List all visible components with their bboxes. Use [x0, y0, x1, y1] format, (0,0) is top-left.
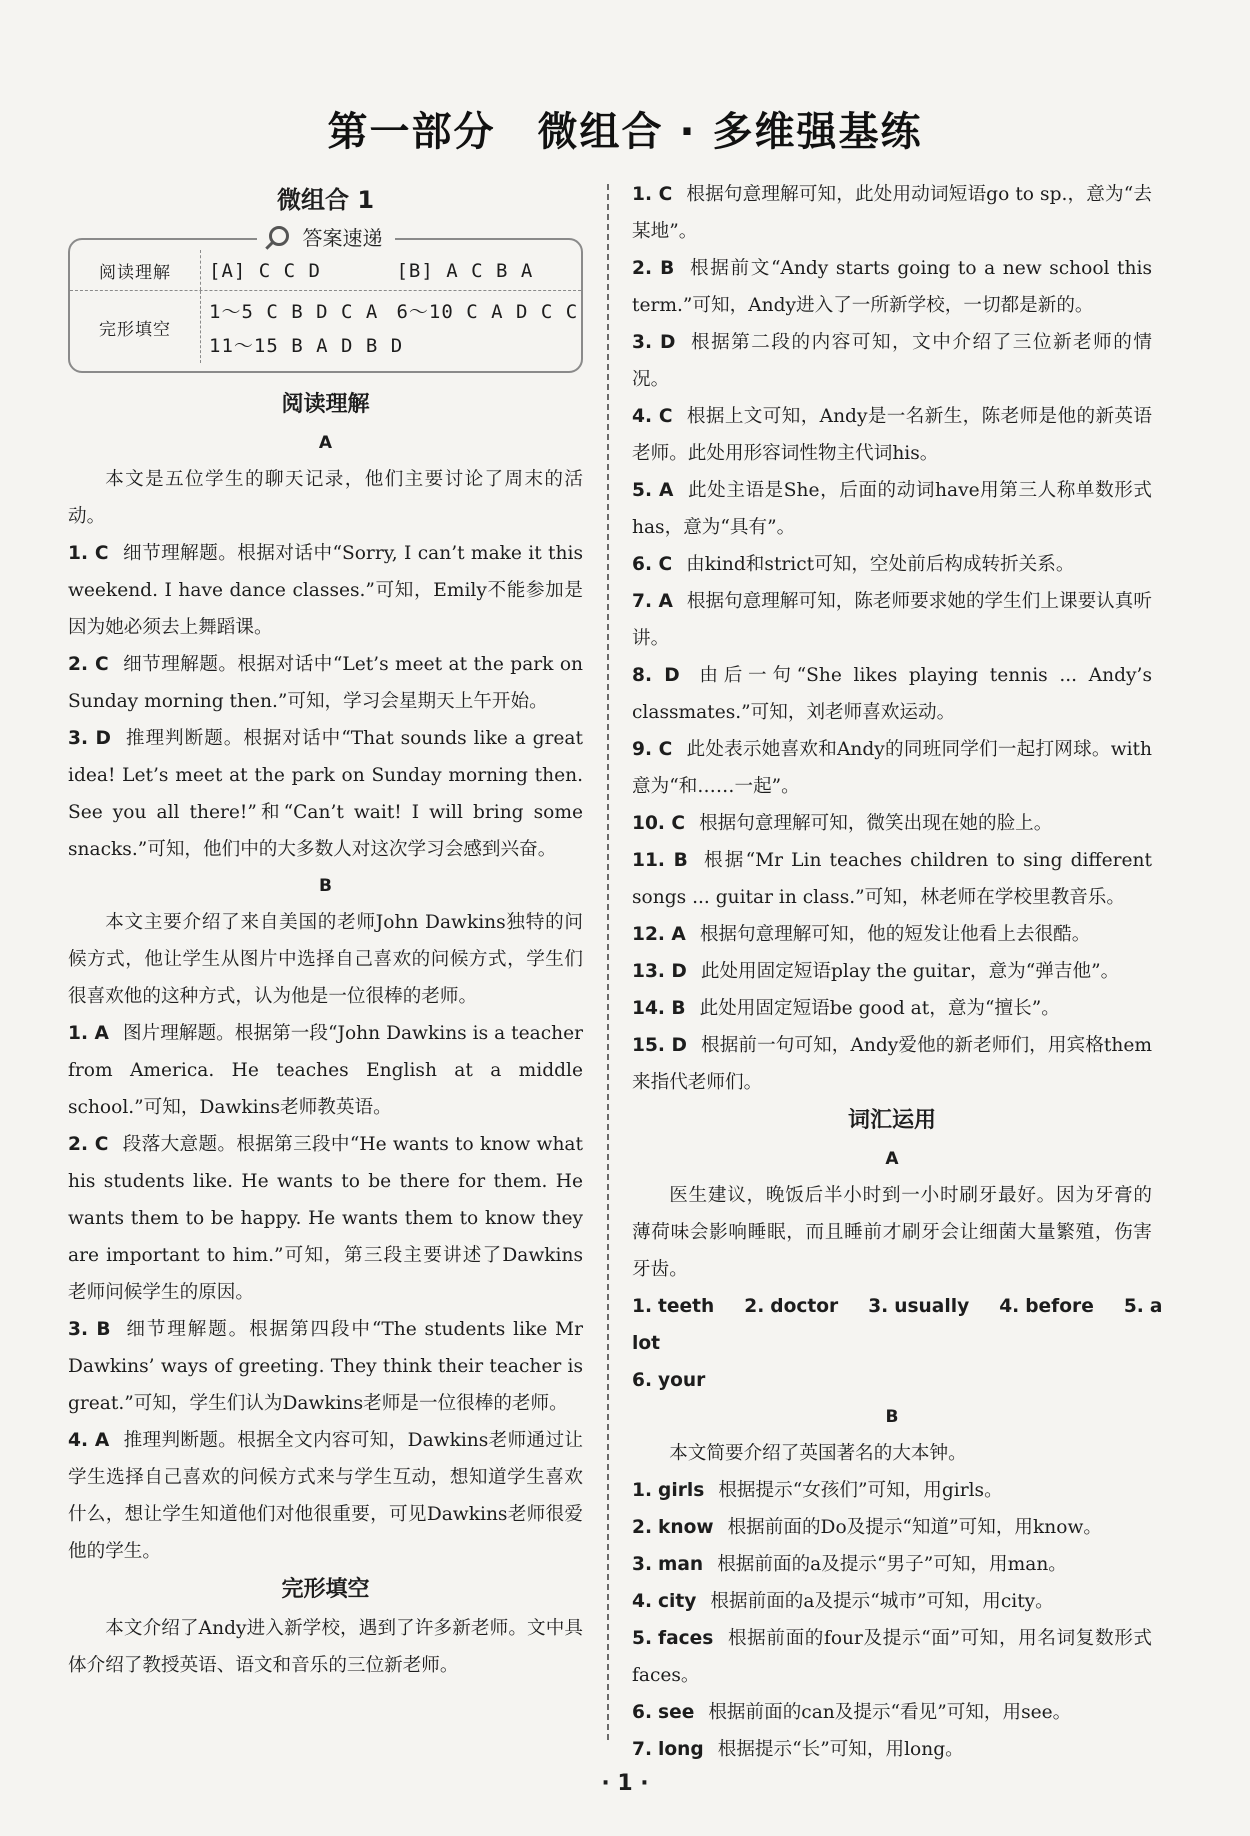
answer-word: before [1025, 1296, 1094, 1317]
answer-number: 6. C [632, 554, 673, 575]
answer-row-reading [70, 250, 581, 290]
answer-explanation: 此处用固定短语be good at，意为“擅长”。 [699, 998, 1060, 1019]
answer-item [632, 990, 1152, 1027]
answer-number: 11. B [632, 850, 688, 871]
answer-explanation: 此处用固定短语play the guitar，意为“弹吉他”。 [700, 961, 1120, 982]
answer-item [632, 583, 1152, 657]
answer-explanation: 根据前面的a及提示“男子”可知，用man。 [717, 1554, 1067, 1575]
answer-explanation: 根据句意理解可知，他的短发让他看上去很酷。 [699, 924, 1091, 945]
column-divider [607, 184, 609, 1740]
answer-item [632, 1620, 1152, 1694]
answer-explanation: 推理判断题。根据对话中“That sounds like a great idea! Let’s meet at the park on Sunday morning then. See you all there!”和“Can’t wait! I will bring some snacks.”可知，他们中的大多数人对这次学习会感到兴奋。 [68, 728, 583, 860]
answer-explanation: 根据前面的four及提示“面”可知，用名词复数形式faces。 [632, 1628, 1152, 1686]
answer-item [632, 1472, 1152, 1509]
answer-item [68, 720, 583, 868]
answer-word: your [658, 1370, 706, 1391]
answer-number: 15. D [632, 1035, 687, 1056]
passage-label-a: A [318, 433, 333, 453]
answer-item [632, 842, 1152, 916]
page-title: 第一部分 微组合 · 多维强基练 [327, 109, 923, 155]
answer-word: know [658, 1517, 714, 1538]
answer-word: city [658, 1591, 697, 1612]
answer-item [632, 176, 1152, 250]
answer-explanation: 此处表示她喜欢和Andy的同班同学们一起打网球。with意为“和……一起”。 [632, 739, 1153, 797]
answer-reading-b: [B] A C B A [396, 260, 534, 282]
answer-number: 10. C [632, 813, 686, 834]
answer-reading-a: [A] C C D [209, 260, 321, 282]
answer-number: 6. [632, 1370, 653, 1391]
answer-cloze-3: 11～15 B A D B D [209, 335, 404, 357]
answer-item [632, 953, 1152, 990]
answer-number: 3. B [68, 1319, 111, 1340]
answer-number: 1. A [68, 1023, 109, 1044]
answer-number: 1. [632, 1296, 653, 1317]
answer-word: long [658, 1739, 704, 1760]
answer-explanation: 根据前面的a及提示“城市”可知，用city。 [710, 1591, 1054, 1612]
answer-explanation: 图片理解题。根据第一段“John Dawkins is a teacher from America. He teaches English at a middle school.”可知，Dawkins老师教英语。 [68, 1023, 583, 1118]
answer-item [632, 546, 1152, 583]
vocab-line [632, 1288, 1163, 1362]
answer-item [632, 916, 1152, 953]
passage-label-b: B [319, 876, 332, 896]
answer-cloze-1: 1～5 C B D C A [209, 301, 379, 323]
answer-explanation: 根据前面的can及提示“看见”可知，用see。 [708, 1702, 1072, 1723]
vocab-b-intro: 本文简要介绍了英国著名的大本钟。 [669, 1443, 967, 1464]
answer-number: 5. A [632, 480, 674, 501]
answer-number: 4. [632, 1591, 653, 1612]
answer-item [68, 1422, 583, 1570]
answer-number: 5. [632, 1628, 653, 1649]
answer-number: 4. [999, 1296, 1020, 1317]
passage-b-answers [68, 1015, 583, 1570]
answer-number: 7. A [632, 591, 673, 612]
passage-b-intro: 本文主要介绍了来自美国的老师John Dawkins独特的问候方式，他让学生从图片中选择自己喜欢的问候方式，学生们很喜欢他的这种方式，认为他是一位很棒的老师。 [68, 912, 583, 1007]
answer-word: teeth [658, 1296, 715, 1317]
answer-item [68, 1015, 583, 1126]
answer-number: 1. [632, 1480, 653, 1501]
answer-explanation: 根据句意理解可知，陈老师要求她的学生们上课要认真听讲。 [632, 591, 1152, 649]
cloze-answers [632, 176, 1152, 1101]
answer-number: 3. [868, 1296, 889, 1317]
answer-box-header [70, 223, 581, 253]
answer-explanation: 推理判断题。根据全文内容可知，Dawkins老师通过让学生选择自己喜欢的问候方式来与学生互动，想知道学生喜欢什么，想让学生知道他们对他很重要，可见Dawkins老师很爱他的学生。 [68, 1430, 583, 1562]
answer-word: faces [658, 1628, 714, 1649]
answer-item [632, 805, 1152, 842]
answer-number: 5. [1123, 1296, 1144, 1317]
answer-item [632, 657, 1152, 731]
answer-number: 2. [744, 1296, 765, 1317]
answer-number: 2. C [68, 1134, 109, 1155]
answer-number: 2. [632, 1517, 653, 1538]
answer-item [68, 1311, 583, 1422]
answer-explanation: 根据上文可知，Andy是一名新生，陈老师是他的新英语老师。此处用形容词性物主代词his。 [632, 406, 1152, 464]
answer-word: man [658, 1554, 704, 1575]
answer-item [632, 398, 1152, 472]
answer-explanation: 根据句意理解可知，此处用动词短语go to sp.，意为“去某地”。 [632, 184, 1152, 242]
vocab-b-answers [632, 1472, 1152, 1768]
page-number: · 1 · [601, 1771, 649, 1796]
vocab-line [632, 1362, 1152, 1399]
answer-number: 7. [632, 1739, 653, 1760]
answer-explanation: 细节理解题。根据第四段中“The students like Mr Dawkins’ ways of greeting. They think their teacher is great.”可知，学生们认为Dawkins老师是一位很棒的老师。 [68, 1319, 583, 1414]
answer-item [632, 1509, 1152, 1546]
answer-row-label: 阅读理解 [70, 250, 201, 290]
section-title-cloze: 完形填空 [281, 1577, 370, 1602]
answer-item [632, 1583, 1152, 1620]
vocab-a-answers [632, 1288, 1163, 1399]
answer-box-title: 答案速递 [302, 226, 383, 250]
answer-number: 3. [632, 1554, 653, 1575]
answer-number: 13. D [632, 961, 687, 982]
answer-number: 4. C [632, 406, 673, 427]
cloze-intro: 本文介绍了Andy进入新学校，遇到了许多新老师。文中具体介绍了教授英语、语文和音乐的三位新老师。 [68, 1618, 583, 1676]
answer-item [632, 1027, 1152, 1101]
answer-explanation: 根据“Mr Lin teaches children to sing different songs ... guitar in class.”可知，林老师在学校里教音乐。 [632, 850, 1152, 908]
answer-row-values [201, 291, 578, 363]
section-title-reading: 阅读理解 [281, 392, 370, 417]
answer-explanation: 根据前面的Do及提示“知道”可知，用know。 [727, 1517, 1102, 1538]
answer-item [632, 1546, 1152, 1583]
answer-number: 2. C [68, 654, 109, 675]
answer-number: 6. [632, 1702, 653, 1723]
answer-word: see [658, 1702, 695, 1723]
answer-number: 3. D [68, 728, 111, 749]
answer-row-label: 完形填空 [70, 291, 201, 363]
magnifier-icon [269, 226, 289, 246]
passage-a-intro: 本文是五位学生的聊天记录，他们主要讨论了周末的活动。 [68, 469, 583, 527]
answer-item [632, 250, 1152, 324]
answer-item [632, 1731, 1152, 1768]
answer-number: 1. C [68, 543, 109, 564]
right-column [632, 176, 1163, 1768]
vocab-a-intro: 医生建议，晚饭后半小时到一小时刷牙最好。因为牙膏的薄荷味会影响睡眠，而且睡前才刷牙会让细菌大量繁殖，伤害牙齿。 [632, 1185, 1152, 1280]
answer-explanation: 细节理解题。根据对话中“Sorry, I can’t make it this weekend. I have dance classes.”可知，Emily不能参加是因为她必须去上舞蹈课。 [68, 543, 583, 638]
answer-explanation: 根据句意理解可知，微笑出现在她的脸上。 [699, 813, 1053, 834]
passage-a-answers [68, 535, 583, 868]
answer-explanation: 由kind和strict可知，空处前后构成转折关系。 [686, 554, 1075, 575]
answer-row-values [201, 250, 533, 288]
answer-explanation: 由后一句“She likes playing tennis ... Andy’s classmates.”可知，刘老师喜欢运动。 [632, 665, 1152, 723]
answer-box [68, 226, 583, 373]
group-title: 微组合 1 [276, 186, 375, 214]
answer-explanation: 段落大意题。根据第三段中“He wants to know what his students like. He wants to be there for them. He wants them to be happy. He wants them to know they are important to him.”可知，第三段主要讲述了Dawkins老师问候学生的原因。 [68, 1134, 583, 1303]
answer-item [68, 535, 583, 646]
answer-explanation: 根据前一句可知，Andy爱他的新老师们，用宾格them来指代老师们。 [632, 1035, 1152, 1093]
answer-word: a lot [632, 1296, 1163, 1354]
vocab-label-a: A [885, 1149, 899, 1169]
answer-number: 4. A [68, 1430, 110, 1451]
answer-number: 8. D [632, 665, 680, 686]
answer-number: 3. D [632, 332, 676, 353]
answer-item [632, 1694, 1152, 1731]
answer-item [68, 1126, 583, 1311]
answer-word: girls [658, 1480, 705, 1501]
answer-explanation: 根据前文“Andy starts going to a new school this term.”可知，Andy进入了一所新学校，一切都是新的。 [632, 258, 1152, 316]
answer-item [632, 324, 1152, 398]
answer-row-cloze [70, 290, 581, 363]
section-title-vocab: 词汇运用 [847, 1108, 936, 1133]
answer-item [632, 731, 1152, 805]
answer-number: 9. C [632, 739, 673, 760]
answer-word: doctor [770, 1296, 839, 1317]
answer-explanation: 根据第二段的内容可知，文中介绍了三位新老师的情况。 [632, 332, 1152, 390]
answer-explanation: 此处主语是She，后面的动词have用第三人称单数形式has，意为“具有”。 [632, 480, 1152, 538]
answer-cloze-2: 6～10 C A D C C [396, 301, 579, 323]
answer-explanation: 根据提示“女孩们”可知，用girls。 [718, 1480, 1003, 1501]
answer-item [632, 472, 1152, 546]
left-column [68, 180, 583, 1684]
answer-number: 12. A [632, 924, 686, 945]
vocab-label-b: B [885, 1407, 899, 1427]
answer-number: 14. B [632, 998, 686, 1019]
answer-explanation: 根据提示“长”可知，用long。 [717, 1739, 964, 1760]
answer-word: usually [894, 1296, 970, 1317]
answer-item [68, 646, 583, 720]
answer-explanation: 细节理解题。根据对话中“Let’s meet at the park on Sunday morning then.”可知，学习会星期天上午开始。 [68, 654, 583, 712]
answer-number: 2. B [632, 258, 675, 279]
answer-number: 1. C [632, 184, 673, 205]
